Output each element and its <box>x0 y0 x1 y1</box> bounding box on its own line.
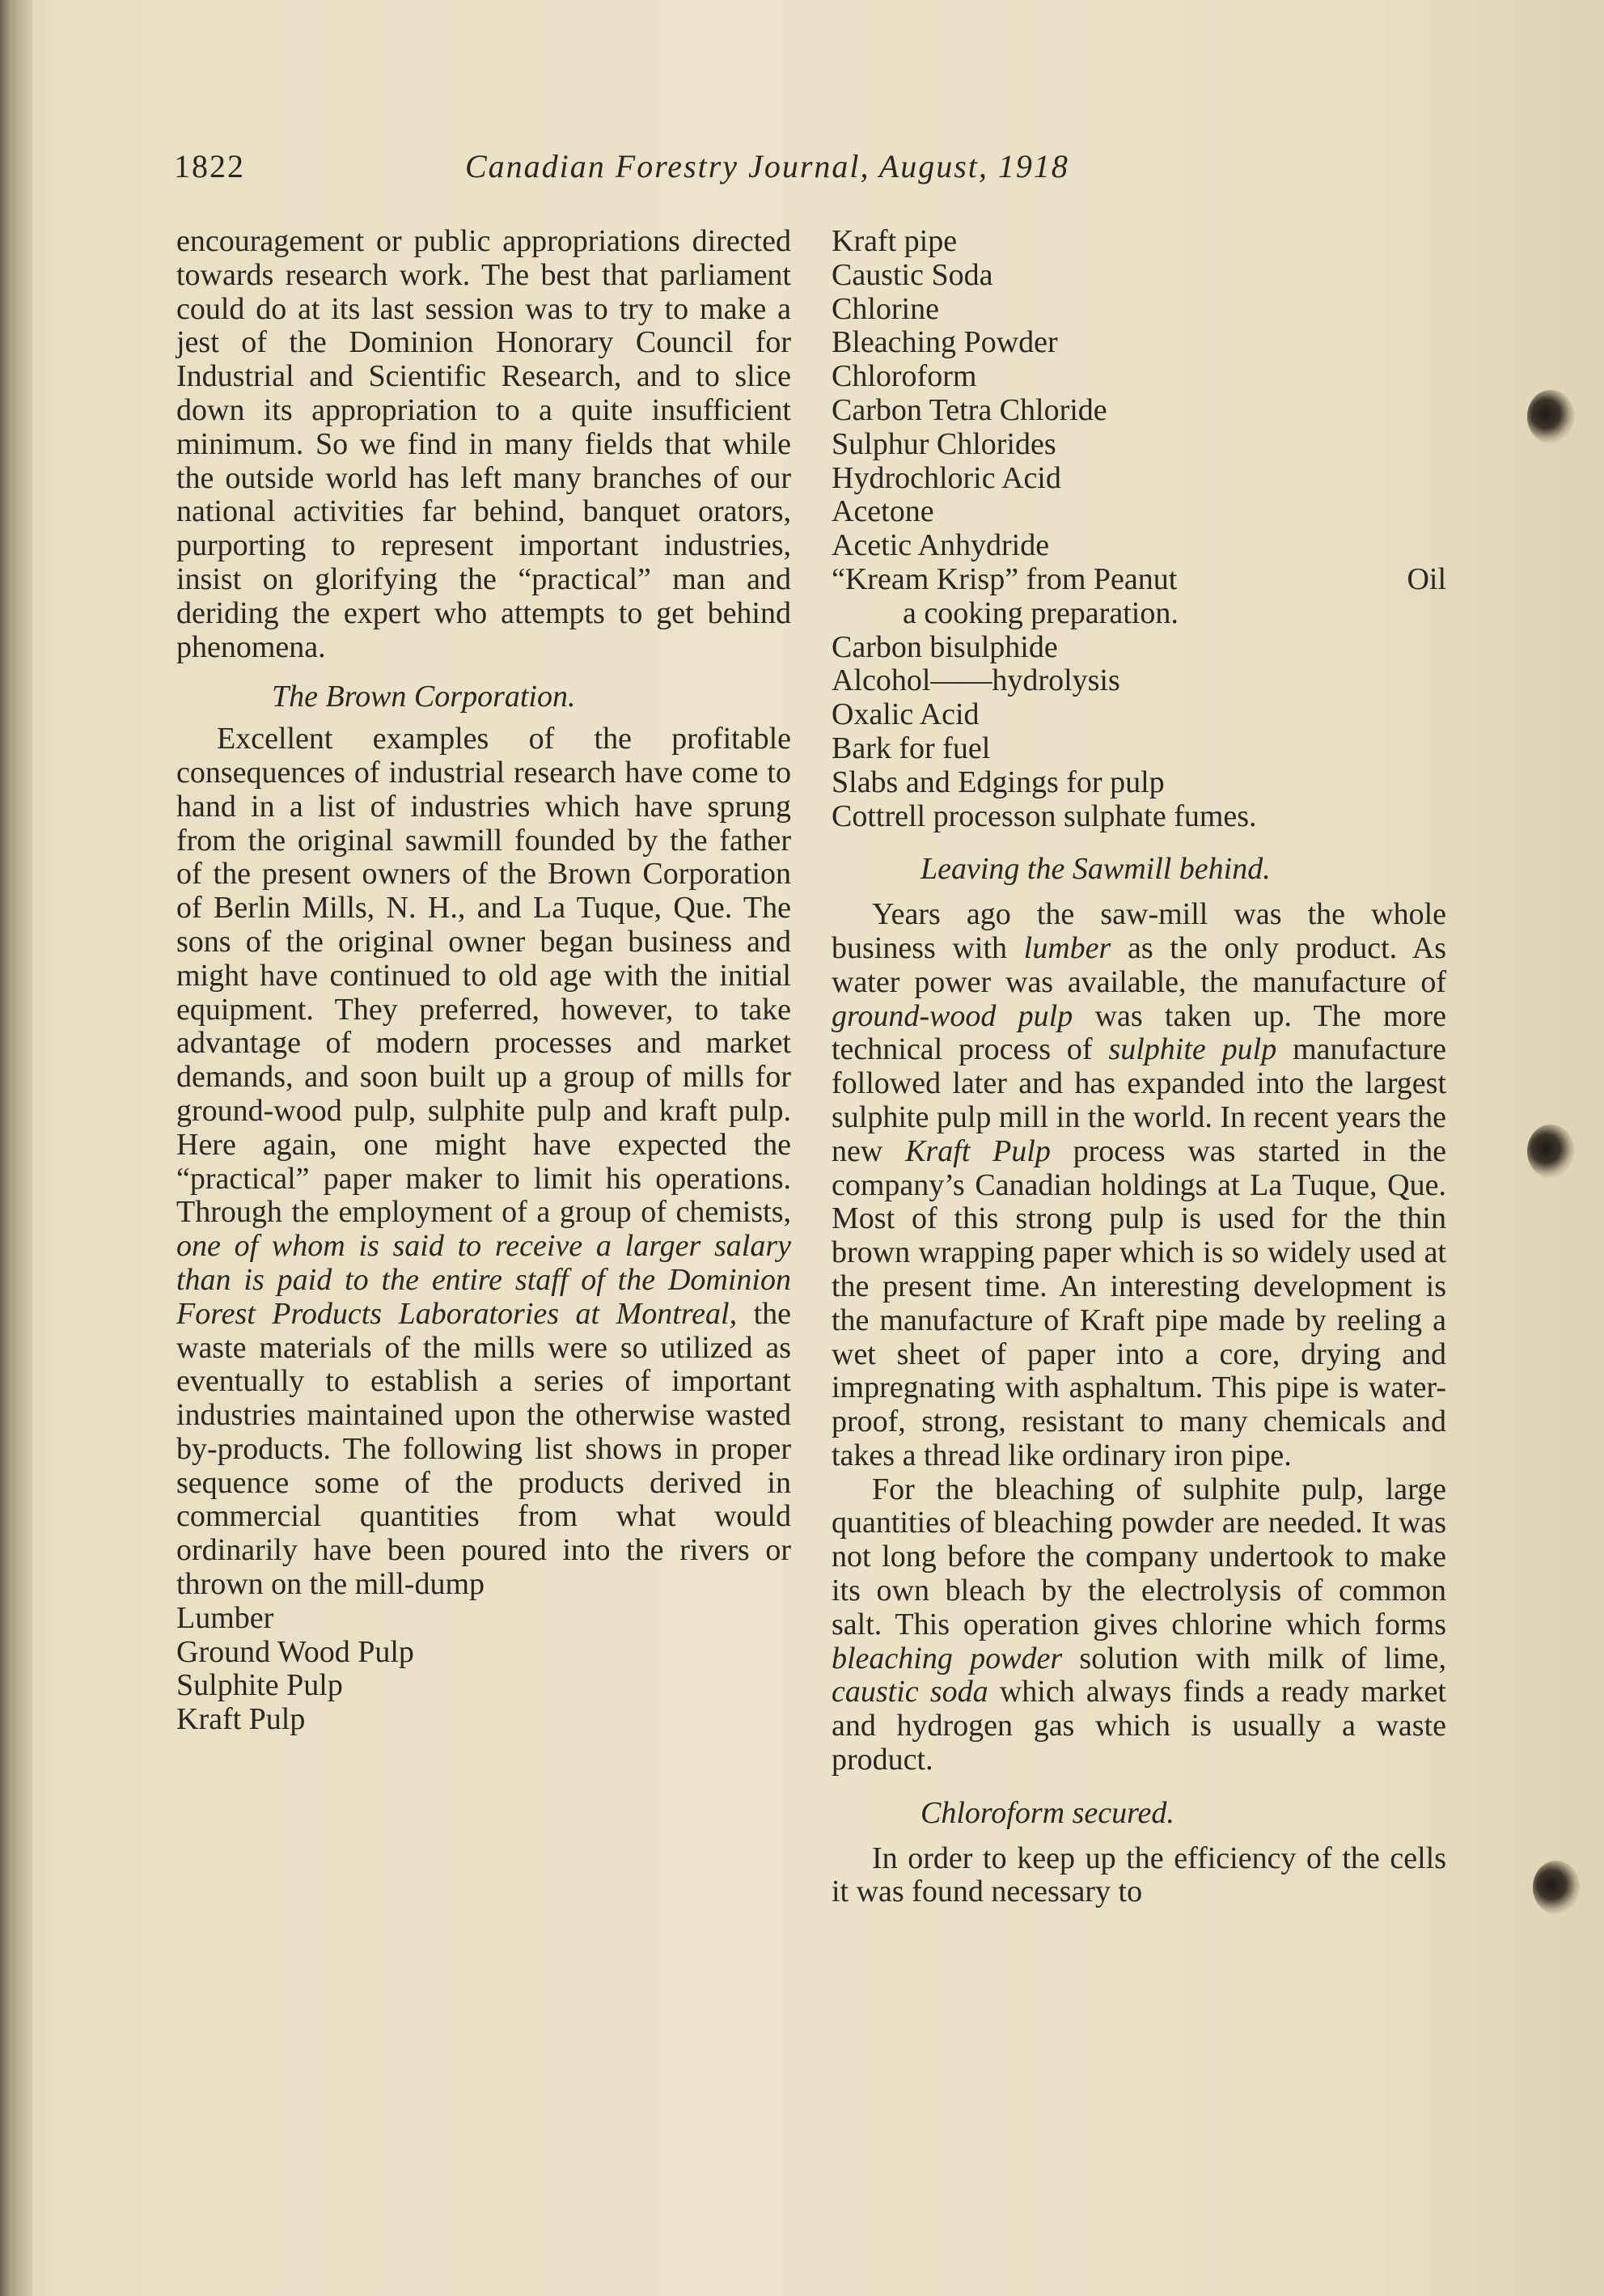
product-list-item: Chloroform <box>832 359 977 394</box>
product-list-item: Hydrochloric Acid <box>832 460 1061 495</box>
paragraph-text: was taken up. The more technical process of <box>832 998 1447 1067</box>
paragraph-text: the waste materials of the mills were so utilized as eventually to establish a series of important industries maintained upon the otherwise wasted by-products. The following list shows in proper sequence some of the products derived in commercial quantities from what would ordinarily have been poured into the rivers or thrown on the mill-dump <box>176 1296 791 1602</box>
product-list-item: Chlorine <box>832 291 939 326</box>
product-list-item: Bleaching Powder <box>832 325 1058 360</box>
product-list-item: Sulphur Chlorides <box>832 426 1056 461</box>
italic-term: lumber <box>1023 930 1111 965</box>
paragraph-leaving-sawmill <box>832 898 1446 1473</box>
binder-hole <box>1533 1861 1580 1914</box>
paragraph-text: which always finds a ready market and hydrogen gas which is usually a waste product. <box>832 1675 1446 1777</box>
section-heading-leaving-sawmill: Leaving the Sawmill behind. <box>921 852 1271 887</box>
paragraph-text: Years ago the saw-mill was the whole business with <box>832 897 1446 965</box>
paragraph-text: process was started in the company’s Canadian holdings at La Tuque, Que. Most of this strong pulp is used for the thin brown wrapping paper which is so widely used at the present time. An interesting development is the manufacture of Kraft pipe made by reeling a wet sheet of paper into a core, drying and impregnating with asphaltum. This pipe is water-proof, strong, resistant to many chemicals and takes a thread like ordinary iron pipe. <box>832 1133 1446 1472</box>
italic-term: bleaching powder <box>832 1641 1063 1675</box>
paragraph-chloroform: In order to keep up the efficiency of the cells it was found necessary to <box>832 1841 1446 1909</box>
paragraph-text: For the bleaching of sulphite pulp, large quantities of bleaching powder are needed. It was not long before the company undertook to make its own bleach by the electrolysis of common salt. This operation gives chlorine which forms <box>832 1472 1446 1642</box>
product-list-item: Oxalic Acid <box>832 697 980 732</box>
paragraph-text: solution with milk of lime, <box>1062 1641 1446 1675</box>
product-list-item: Sulphite Pulp <box>176 1668 343 1703</box>
paragraph-text: as the only product. As water power was available, the manufacture of <box>832 930 1446 999</box>
italic-term: ground-wood pulp <box>832 998 1073 1033</box>
section-heading-brown-corporation: The Brown Corporation. <box>272 680 576 714</box>
product-list-item: Caustic Soda <box>832 257 993 292</box>
product-list-item: Kraft Pulp <box>176 1702 306 1737</box>
product-list-item-kream-krisp <box>832 563 1446 597</box>
product-list-item: Carbon bisulphide <box>832 629 1058 664</box>
page-number: 1822 <box>174 148 245 184</box>
italic-term: caustic soda <box>832 1675 988 1709</box>
running-title: Canadian Forestry Journal, August, 1918 <box>465 148 1069 184</box>
italic-term: Kraft Pulp <box>905 1133 1051 1168</box>
kream-krisp-text: “Kream Krisp” from Peanut <box>832 561 1178 596</box>
binder-hole <box>1527 1125 1574 1178</box>
product-list-item: Acetic Anhydride <box>832 528 1050 563</box>
page-header <box>174 147 1420 196</box>
italic-term: sulphite pulp <box>1108 1032 1277 1067</box>
product-list-item: Slabs and Edgings for pulp <box>832 765 1165 799</box>
product-list-item: Lumber <box>176 1600 274 1635</box>
left-column <box>176 225 791 1737</box>
paragraph-bleaching <box>832 1473 1446 1777</box>
product-list-item: Ground Wood Pulp <box>176 1634 414 1669</box>
product-list-subitem: a cooking preparation. <box>903 595 1179 630</box>
right-column <box>832 225 1446 1909</box>
product-list-item: Bark for fuel <box>832 731 991 765</box>
binding-shadow <box>0 0 32 2296</box>
product-list-item: Acetone <box>832 494 934 529</box>
italic-remark: one of whom is said to receive a larger salary than is paid to the entire staff of the Dominion Forest Products Laboratories at Montreal, <box>176 1229 791 1331</box>
kream-krisp-oil: Oil <box>1407 561 1446 596</box>
product-list-item: Kraft pipe <box>832 224 958 258</box>
binder-hole <box>1527 390 1574 443</box>
paragraph-text: manufacture followed later and has expanded into the largest sulphite pulp mill in the world. In recent years the new <box>832 1032 1446 1168</box>
product-list-item: Carbon Tetra Chloride <box>832 392 1107 427</box>
paragraph-text: Excellent examples of the profitable consequences of industrial research have come to hand in a list of industries which have sprung from the original sawmill founded by the father of the present owners of the Brown Corporation of Berlin Mills, N. H., and La Tuque, Que. The sons of the original owner began business and might have continued to old age with the initial equipment. They preferred, however, to take advantage of modern processes and market demands, and soon built up a group of mills for ground-wood pulp, sulphite pulp and kraft pulp. Here again, one might have expected the “practical” paper maker to limit his operations. Through the employment of a group of chemists, <box>176 722 791 1230</box>
section-heading-chloroform: Chloroform secured. <box>921 1795 1174 1830</box>
product-list-item: Alcohol——hydrolysis <box>832 663 1120 698</box>
product-list-item: Cottrell processon sulphate fumes. <box>832 799 1257 833</box>
paragraph-research: encouragement or public appropriations directed towards research work. The best that parliament could do at its last session was to try to make a jest of the Dominion Honorary Council for Industrial and Scientific Research, and to slice down its appropriation to a quite insufficient minimum. So we find in many fields that while the outside world has left many branches of our national activities far behind, banquet orators, purporting to represent important industries, insist on glorifying the “practical” man and deriding the expert who attempts to get behind phenomena. <box>176 224 791 664</box>
paragraph-brown-corporation <box>176 722 791 1602</box>
